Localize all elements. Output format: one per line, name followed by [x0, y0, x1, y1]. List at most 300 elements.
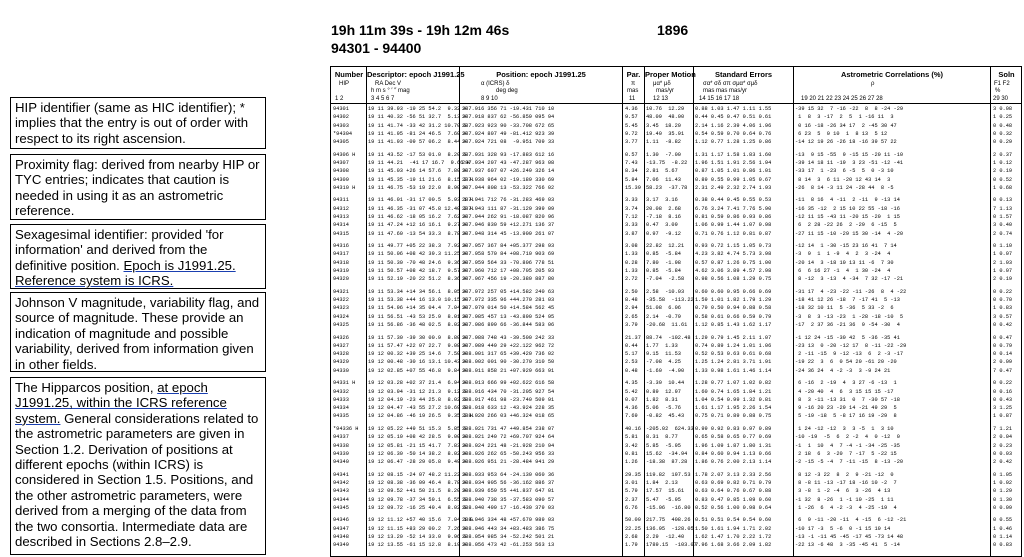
- table-cell: 9.15 11.53: [646, 351, 681, 358]
- table-cell: 288.002 001 90 -30.270 310 50: [462, 359, 555, 366]
- table-cell: 19 11 46.01 -31 17 00.5 5.93 1 H: [368, 197, 473, 204]
- table-cell: 3.33: [625, 222, 638, 229]
- table-row: [331, 480, 1021, 486]
- table-row: [331, 231, 1021, 237]
- header-parallax-sub: π: [631, 81, 636, 87]
- table-cell: 217.75 408.26: [646, 517, 691, 524]
- table-cell: 287.986 899 66 -36.844 583 06: [462, 322, 555, 328]
- units-parallax: mas: [627, 88, 639, 94]
- table-cell: 2.72: [625, 276, 638, 283]
- header-correlations-sub: ρ: [871, 81, 875, 87]
- table-cell: 0.88 1.03 1.47 1.11 1.55: [695, 106, 772, 112]
- table-cell: 287.938 964 02 -19.189 330 69: [462, 176, 555, 183]
- table-cell: 1 0.07: [993, 251, 1013, 258]
- table-cell: 19 12 11.12 +57 40 15.6 7.04 1 G: [368, 517, 473, 524]
- table-cell: 19 11 40.32 -56 51 32.7 5.13 H: [368, 114, 467, 121]
- table-cell: 1.86 0.76 2.00 2.13 1.14: [695, 459, 772, 466]
- table-cell: 94313: [333, 214, 349, 220]
- colnum-position: 8 9 10: [481, 96, 498, 102]
- table-cell: 15.62 -34.94: [646, 450, 688, 457]
- table-cell: 2 18 6 3 -20 7 -17 5 -22 15: [795, 450, 897, 457]
- table-cell: 1789.15 -103.07: [646, 542, 697, 549]
- table-row: [331, 131, 1021, 137]
- colnum-solution: 29 30: [993, 96, 1009, 102]
- table-cell: -0.82 45.43: [646, 413, 685, 420]
- table-cell: 0 0.79: [993, 342, 1013, 349]
- table-cell: 1.31 1.17 1.58 1.83 1.60: [695, 151, 772, 158]
- table-cell: 19 11 41.74 -33 42 31.2 10.70 G: [368, 122, 467, 129]
- table-cell: 19 11 46.35 -31 07 45.8 12.40 2 H: [368, 205, 473, 212]
- table-cell: 287.924 807 49 -81.412 923 39: [462, 130, 555, 137]
- table-cell: 19 11 47.60 -13 54 33.3 8.78 H: [368, 230, 467, 237]
- table-cell: 1.11 -8.82: [646, 139, 681, 146]
- table-cell: 94314: [333, 222, 349, 229]
- table-cell: 8 12 -3 22 8 2 9 -21 -12 0: [795, 471, 894, 478]
- table-cell: 51.08 6.06: [646, 305, 681, 312]
- table-cell: 0 0.16: [993, 388, 1013, 395]
- table-row: [331, 526, 1021, 532]
- table-cell: 1.79: [625, 542, 638, 549]
- table-cell: 287.923 923 90 -33.708 672 65: [462, 122, 555, 129]
- table-cell: 0.60 0.60 0.95 0.66 0.69: [695, 288, 772, 295]
- table-cell: 22.25: [625, 525, 641, 532]
- table-cell: 6 2 28 -22 26 2 -29 6 -15 5: [795, 222, 897, 229]
- table-cell: 287.918 837 62 -56.859 095 94: [462, 114, 555, 121]
- table-cell: 0 1.30: [993, 496, 1013, 503]
- table-cell: -14 12 19 26 -26 18 -16 39 57 22: [795, 139, 897, 146]
- table-row: [331, 177, 1021, 183]
- table-cell: 0.75 0.71 0.89 0.88 0.75: [695, 413, 772, 420]
- table-cell: 1.12 0.77 1.28 1.25 0.86: [695, 139, 772, 146]
- table-cell: 19 11 39.93 -19 25 54.2 9.32 H: [368, 106, 467, 112]
- units-descriptor: h m s ° ′ ″ mag: [371, 88, 410, 94]
- table-cell: 8.31 8.77: [646, 434, 678, 441]
- table-cell: 0 1.14: [993, 533, 1013, 540]
- table-cell: -19 22 3 6 0 54 20 -61 20 -20: [795, 359, 897, 366]
- table-cell: -18 41 12 26 -18 7 -17 41 5 -13: [795, 297, 900, 304]
- table-cell: 19 12 08.15 -24 07 48.2 11.22 H: [368, 471, 467, 478]
- table-cell: 3 0.40: [993, 222, 1013, 229]
- table-cell: 3 0.08: [993, 106, 1013, 112]
- table-cell: 19 11 57.47 +22 07 22.7 9.08 H: [368, 342, 467, 349]
- table-cell: 19 11 57.30 -39 30 00.9 8.80 H: [368, 334, 467, 341]
- table-cell: 19 12 06.47 -28 29 05.8 9.49 H: [368, 459, 467, 466]
- table-cell: -17 2 37 36 -21 36 9 -54 -30 4: [795, 322, 900, 328]
- table-cell: 4.23 3.82 4.74 5.73 3.98: [695, 251, 772, 258]
- table-cell: 3.08: [625, 243, 638, 250]
- table-row: [331, 305, 1021, 311]
- table-cell: -22 13 -6 48 3 -35 -45 41 5 -14: [795, 542, 900, 549]
- table-cell: 5 -19 -18 5 -8 17 16 19 -29 8: [795, 413, 897, 420]
- table-cell: -16 35 -12 2 15 10 22 55 -18 -16: [795, 205, 900, 212]
- table-cell: 94315: [333, 230, 349, 237]
- table-cell: 7 1.13: [993, 205, 1013, 212]
- table-cell: 94326: [333, 334, 349, 341]
- table-cell: 1.33 0.98 1.61 1.46 1.14: [695, 367, 772, 374]
- table-cell: 287.959 564 33 -70.806 778 51: [462, 259, 555, 266]
- header-parallax: Par.: [626, 70, 641, 79]
- table-cell: 19 12 06.30 -50 14 38.2 8.02 H: [368, 450, 467, 457]
- table-cell: 288.034 905 56 -36.162 886 37: [462, 479, 555, 486]
- table-cell: 0.84 0.60 0.94 1.13 0.66: [695, 450, 772, 457]
- table-cell: 94305: [333, 139, 349, 146]
- table-cell: 94320: [333, 276, 349, 283]
- table-cell: 94342: [333, 479, 349, 486]
- table-cell: 1 8 3 -17 2 5 1 -16 11 3: [795, 114, 894, 121]
- table-cell: 10.76 12.29: [646, 106, 685, 112]
- table-cell: 94337: [333, 434, 349, 441]
- table-cell: 19 11 56.51 -43 53 25.9 8.01 H: [368, 313, 467, 320]
- table-cell: 8 -8 11 -13 -17 18 -16 10 -2 7: [795, 479, 897, 486]
- table-cell: 0 0.42: [993, 322, 1013, 328]
- table-cell: 1.60 0.74 1.65 1.84 1.21: [695, 388, 772, 395]
- table-row: [331, 297, 1021, 303]
- table-cell: 1 0.87: [993, 413, 1013, 420]
- table-row: [331, 517, 1021, 523]
- table-cell: 288.017 461 98 -23.740 509 91: [462, 396, 555, 403]
- table-cell: -39 15 32 7 -16 -22 8 8 -24 -29: [795, 106, 904, 112]
- table-cell: -27 11 15 -10 -29 15 30 -14 4 -20: [795, 230, 904, 237]
- table-cell: 3.77: [625, 139, 638, 146]
- table-row: [331, 443, 1021, 449]
- table-cell: 0.81: [625, 450, 638, 457]
- table-row: [331, 243, 1021, 249]
- table-cell: 5.85 -5.95: [646, 442, 681, 449]
- table-cell: 2.53: [625, 359, 638, 366]
- table-cell: 94343: [333, 488, 349, 495]
- table-cell: 94318: [333, 259, 349, 266]
- table-cell: 0 1.05: [993, 471, 1013, 478]
- table-cell: 0.52 0.56 1.00 0.98 0.64: [695, 504, 772, 511]
- table-cell: 2 0.19: [993, 168, 1013, 175]
- table-cell: 0 0.48: [993, 122, 1013, 129]
- table-cell: 287.924 721 08 -9.951 709 33: [462, 139, 555, 146]
- table-cell: -7.18 8.16: [646, 214, 681, 220]
- table-cell: 0.89 12.97: [646, 388, 681, 395]
- note-text: HIP identifier (same as HIC identifier); * implies that the entry is out of order with respect to its right ascension.: [15, 100, 249, 146]
- table-cell: 21.37: [625, 334, 641, 341]
- table-cell: 0 0.52: [993, 176, 1013, 183]
- table-cell: 2.31 2.49 2.32 2.74 1.93: [695, 184, 772, 191]
- table-cell: 287.972 257 05 +14.582 240 63: [462, 288, 555, 295]
- table-cell: 3.87: [625, 230, 638, 237]
- table-cell: 6.76: [625, 504, 638, 511]
- table-row: [331, 185, 1021, 191]
- table-cell: 3.74: [625, 205, 638, 212]
- table-cell: 19 12 05.22 +49 51 15.3 5.85 G: [368, 425, 467, 432]
- table-cell: -31 17 4 -23 -22 -11 -26 8 4 -22: [795, 288, 907, 295]
- table-cell: 1.25 1.24 2.81 3.71 1.91: [695, 359, 772, 366]
- table-cell: 8 14 3 6 11 -20 12 43 14 3: [795, 176, 891, 183]
- table-cell: 3 0.57: [993, 313, 1013, 320]
- table-row: [331, 152, 1021, 158]
- header-proper-motion-sub: μα* μδ: [653, 81, 671, 87]
- table-cell: 19 12 03.94 -31 12 21.3 9.12 G: [368, 388, 467, 395]
- table-row: [331, 214, 1021, 220]
- table-cell: 8 -12 3 -13 4 -34 7 32 -17 -21: [795, 276, 904, 283]
- table-cell: 2 0.74: [993, 230, 1013, 237]
- table-cell: 0 0.43: [993, 396, 1013, 403]
- note-sexagesimal-identifier: [10, 224, 266, 289]
- table-row: [331, 368, 1021, 374]
- note-johnson-v-magnitude: [10, 292, 266, 372]
- header-proper-motion: Proper Motion: [645, 70, 696, 79]
- table-cell: 94302: [333, 114, 349, 121]
- table-cell: 19 12 00.48 -30 16 13.1 10.43 H: [368, 359, 467, 366]
- table-cell: 9.57: [625, 114, 638, 121]
- table-cell: 1.82 8.31: [646, 396, 678, 403]
- table-row: [331, 168, 1021, 174]
- table-cell: -7.08 4.25: [646, 359, 681, 366]
- units-position: deg deg: [496, 88, 518, 94]
- table-cell: 19 12 05.10 +08 42 28.5 9.00 H: [368, 434, 467, 441]
- table-cell: 19 11 56.86 -36 48 02.5 8.02 H: [368, 322, 467, 328]
- header-descriptor-sub: RA Dec V: [375, 81, 402, 87]
- table-cell: -13.75 -8.22: [646, 160, 688, 166]
- ra-range-title: 19h 11m 39s - 19h 12m 46s: [331, 22, 510, 38]
- table-cell: 0 0.14: [993, 351, 1013, 358]
- note-text: Proximity flag: derived from nearby HIP or TYC entries; indicates that caution is needed in using it as an astrometric reference.: [15, 157, 260, 219]
- table-cell: -3 9 1 1 -9 4 2 3 -24 4: [795, 251, 891, 258]
- table-cell: 2.29 -12.40: [646, 533, 685, 540]
- table-cell: 7.96 1.68 3.66 2.09 1.82: [695, 542, 772, 549]
- note-text: The Hipparcos position,: [15, 380, 158, 395]
- table-cell: 19 12 08.38 -36 09 46.4 8.78 H: [368, 479, 467, 486]
- table-cell: 19 11 43.52 -17 53 01.0 8.20 G: [368, 151, 467, 158]
- table-row: [331, 160, 1021, 166]
- table-cell: 3.42: [625, 442, 638, 449]
- table-cell: 0 1.10: [993, 243, 1013, 250]
- table-cell: 1 24 -12 -12 3 3 -5 1 3 10: [795, 425, 894, 432]
- table-cell: 2.81 5.67: [646, 168, 678, 175]
- table-row: [331, 413, 1021, 419]
- note-hipparcos-position: [10, 377, 266, 555]
- table-cell: 0.89 0.55 0.99 1.05 0.67: [695, 176, 772, 183]
- note-underlined-text: at epoch J1991.25, within the ICRS reference system.: [15, 380, 227, 426]
- table-cell: 2.14 -0.79: [646, 313, 681, 320]
- table-cell: 6 9 -11 -20 -11 4 -15 6 -12 -21: [795, 517, 907, 524]
- table-row: [331, 534, 1021, 540]
- table-cell: 0.97 -9.12: [646, 230, 681, 237]
- table-cell: 3.45 18.20: [646, 122, 681, 129]
- table-cell: 94312: [333, 205, 349, 212]
- note-hip-identifier: [10, 97, 266, 149]
- table-cell: 19 11 50.57 +08 42 18.7 9.57 H: [368, 268, 467, 274]
- table-cell: 0.65 0.58 0.65 0.77 0.69: [695, 434, 772, 441]
- table-cell: -10 17 -3 5 -6 0 -1 15 10 14: [795, 525, 891, 532]
- table-cell: 1 0.12: [993, 160, 1013, 166]
- table-cell: 2.58 -10.03: [646, 288, 685, 295]
- table-cell: -18 32 10 11 5 -36 5 33 -2 6: [795, 305, 894, 312]
- table-cell: 1 0.25: [993, 114, 1013, 121]
- table-cell: 7.43: [625, 160, 638, 166]
- table-cell: 0.52 0.53 0.63 0.61 0.68: [695, 351, 772, 358]
- table-cell: 287.967 456 19 -20.380 887 80: [462, 276, 555, 283]
- colnum-correlations: 19 20 21 22 23 24 25 26 27 28: [801, 96, 883, 102]
- table-cell: 3 -8 1 -2 -4 6 3 -26 4 13: [795, 488, 891, 495]
- table-cell: 19 11 41.95 -81 24 46.5 7.60 H: [368, 130, 467, 137]
- table-cell: 288.026 951 21 -28.484 941 29: [462, 459, 555, 466]
- table-row: [331, 343, 1021, 349]
- table-cell: 287.988 748 43 -39.500 242 33: [462, 334, 555, 341]
- table-cell: 15.39: [625, 184, 641, 191]
- page-number: 1896: [657, 22, 689, 38]
- table-row: [331, 405, 1021, 411]
- table-cell: 2 0.23: [993, 442, 1013, 449]
- header-number-sub: HIP: [339, 81, 350, 87]
- table-cell: 0.54 0.59 0.70 0.64 0.76: [695, 130, 772, 137]
- table-row: [331, 472, 1021, 478]
- table-cell: 288.024 221 48 -21.928 210 94: [462, 442, 555, 449]
- table-cell: 2.50: [625, 288, 638, 295]
- table-row: [331, 459, 1021, 465]
- table-row: [331, 114, 1021, 120]
- table-cell: 0 0.47: [993, 334, 1013, 341]
- table-cell: 6 6 16 27 -1 4 1 30 -24 4: [795, 268, 891, 274]
- table-cell: 50.00: [625, 517, 641, 524]
- table-cell: 3.33: [625, 197, 638, 204]
- colnum-number: 1 2: [335, 96, 344, 102]
- table-cell: 19 11 53.34 +14 34 56.1 8.05 H: [368, 288, 467, 295]
- table-cell: 94311: [333, 197, 349, 204]
- table-cell: 288.040 738 35 -37.583 090 57: [462, 496, 555, 503]
- table-cell: 94301: [333, 106, 349, 112]
- table-cell: 1.06 0.99 1.44 1.07 0.98: [695, 222, 772, 229]
- table-cell: 0 0.22: [993, 380, 1013, 387]
- table-cell: -24 36 24 4 -2 -3 3 -9 24 21: [795, 367, 891, 374]
- table-cell: 1 0.02: [993, 479, 1013, 486]
- table-cell: 88.74 -102.48: [646, 334, 691, 341]
- table-cell: -1 32 8 -26 1 -1 10 -25 1 11: [795, 496, 894, 503]
- table-cell: -20 14 3 -18 10 13 11 -6 7 30: [795, 259, 894, 266]
- table-cell: 8.48: [625, 297, 638, 304]
- table-cell: 0 0.32: [993, 130, 1013, 137]
- table-row: [331, 451, 1021, 457]
- table-cell: 0.38 0.44 0.45 0.55 0.53: [695, 197, 772, 204]
- table-cell: 5.84: [625, 176, 638, 183]
- colnum-descriptor: 3 4 5 6 7: [371, 96, 395, 102]
- table-cell: 1.78 2.07 3.13 2.33 2.56: [695, 471, 772, 478]
- table-cell: -1.60 -4.90: [646, 367, 685, 374]
- header-number: Number: [334, 70, 364, 79]
- table-cell: 94346: [333, 517, 349, 524]
- table-cell: 0 16 -18 -26 34 17 2 -45 30 47: [795, 122, 897, 129]
- table-row: [331, 106, 1021, 112]
- table-cell: 2 0.04: [993, 434, 1013, 441]
- table-cell: 0 1.29: [993, 488, 1013, 495]
- table-cell: -20.68 11.61: [646, 322, 688, 328]
- table-cell: 2.37: [625, 496, 638, 503]
- table-cell: 94344: [333, 496, 349, 503]
- table-cell: 19 12 09.78 -37 34 59.1 6.55 G: [368, 496, 467, 503]
- table-cell: 5.42: [625, 388, 638, 395]
- table-cell: 19 12 09.52 +41 50 21.5 8.20 H: [368, 488, 467, 495]
- table-row: [331, 389, 1021, 395]
- table-cell: 287.979 014 50 +14.584 562 45: [462, 305, 555, 312]
- table-row: [331, 335, 1021, 341]
- table-cell: 94348: [333, 533, 349, 540]
- table-row: [331, 139, 1021, 145]
- table-cell: 2 0.09: [993, 359, 1013, 366]
- table-row: [331, 251, 1021, 257]
- table-cell: 0.51 0.51 0.54 0.54 0.60: [695, 517, 772, 524]
- table-cell: 0.57 0.87 1.26 0.75 1.00: [695, 259, 772, 266]
- table-cell: 94324: [333, 313, 349, 320]
- header-standard-errors: Standard Errors: [714, 70, 773, 79]
- table-cell: 58.23 -37.78: [646, 184, 688, 191]
- table-cell: 4.62 3.06 3.89 4.57 2.98: [695, 268, 772, 274]
- table-cell: 2.68: [625, 533, 638, 540]
- table-cell: 1.29 0.79 1.45 2.11 1.07: [695, 334, 772, 341]
- table-cell: 19 12 13.55 -61 15 12.8 8.19 H: [368, 542, 467, 549]
- table-cell: 94330: [333, 367, 349, 374]
- table-row: [331, 426, 1021, 432]
- table-cell: 22.82 12.21: [646, 243, 685, 250]
- table-cell: 40.16: [625, 425, 641, 432]
- table-cell: 288.020 266 03 +46.324 018 65: [462, 413, 555, 420]
- table-cell: 287.944 808 13 -53.322 766 02: [462, 184, 555, 191]
- table-row: [331, 123, 1021, 129]
- table-cell: 288.016 434 70 -31.205 927 54: [462, 388, 555, 395]
- table-cell: 19 12 04.86 -46 19 26.5 9.35 2 H: [368, 413, 473, 420]
- table-cell: 2.65: [625, 313, 638, 320]
- table-row: [331, 197, 1021, 203]
- table-cell: 1.26: [625, 459, 638, 466]
- table-cell: 288.021 731 47 +49.854 238 07: [462, 425, 555, 432]
- table-cell: 2 0.37: [993, 151, 1013, 158]
- table-cell: 288.054 985 34 -52.242 501 21: [462, 533, 555, 540]
- table-cell: 94338: [333, 442, 349, 449]
- table-cell: 19 11 45.35 -19 11 21.6 8.15 2 H: [368, 176, 473, 183]
- table-cell: -12 11 15 -43 11 -20 15 -20 1 15: [795, 214, 900, 220]
- units-solution: %: [995, 88, 1001, 94]
- table-cell: 287.916 356 71 -19.431 710 10: [462, 106, 555, 112]
- table-cell: 6 23 5 0 10 1 8 13 5 12: [795, 130, 888, 137]
- table-cell: 0 0.03: [993, 450, 1013, 457]
- table-cell: 0 0.29: [993, 139, 1013, 146]
- table-cell: 0.07: [625, 396, 638, 403]
- table-cell: 287.934 207 43 -47.287 963 08: [462, 160, 555, 166]
- table-cell: -39 14 18 11 -19 3 23 -51 -12 -41: [795, 160, 904, 166]
- table-cell: *94336 H: [333, 425, 359, 432]
- table-cell: -26 8 14 -3 11 24 -28 44 8 -5: [795, 184, 894, 191]
- table-cell: 0.44 0.45 0.47 0.51 0.61: [695, 114, 772, 121]
- table-cell: 0.48: [625, 367, 638, 374]
- table-cell: 4.36: [625, 405, 638, 412]
- table-cell: 0.44: [625, 342, 638, 349]
- table-cell: 94328: [333, 351, 349, 358]
- table-cell: 19 12 04.47 -43 55 27.2 10.69 G: [368, 405, 467, 412]
- table-cell: 1 0.68: [993, 184, 1013, 191]
- table-cell: 19 12 09.72 -16 25 49.4 8.02 G: [368, 504, 467, 511]
- table-cell: 1.59 1.01 1.82 1.79 1.29: [695, 297, 772, 304]
- table-cell: 287.946 830 59 +12.271 136 37: [462, 222, 555, 229]
- table-cell: 94329: [333, 359, 349, 366]
- table-cell: 94334: [333, 405, 349, 412]
- table-cell: 94322: [333, 297, 349, 304]
- table-cell: 94317: [333, 251, 349, 258]
- table-cell: 2.94: [625, 305, 638, 312]
- table-cell: 5.17: [625, 351, 638, 358]
- table-cell: 19 12 13.20 -52 14 33.0 9.96 G: [368, 533, 467, 540]
- table-cell: 3 1.25: [993, 405, 1013, 412]
- table-cell: -33 17 1 -23 6 -5 5 0 -3 10: [795, 168, 894, 175]
- table-cell: 5.06 -5.76: [646, 405, 681, 412]
- table-cell: 287.943 111 87 -31.129 399 09: [462, 205, 555, 212]
- table-cell: 0.87 1.05 1.01 0.86 1.01: [695, 168, 772, 175]
- table-cell: 94341: [333, 471, 349, 478]
- table-row: [331, 542, 1021, 548]
